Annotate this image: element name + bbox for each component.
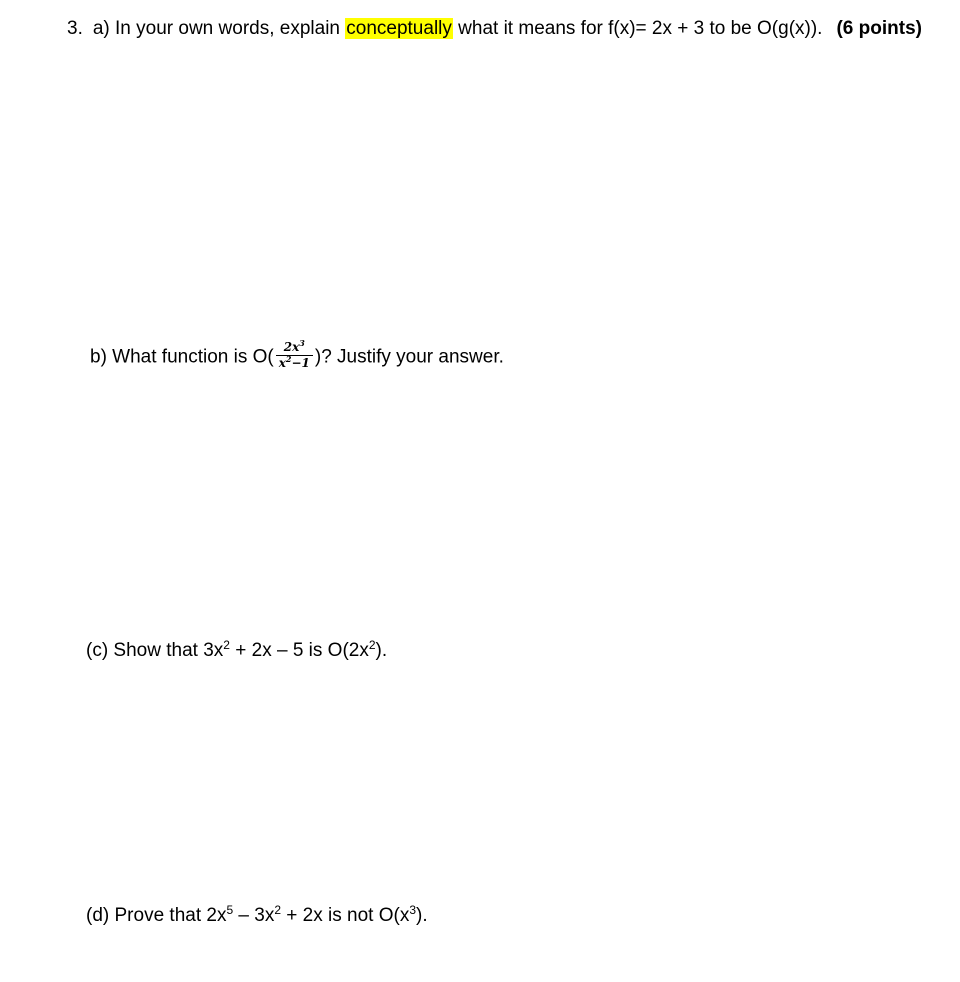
highlighted-word: conceptually <box>346 18 452 39</box>
question-c-prefix: (c) Show that 3x <box>86 640 224 661</box>
question-number: 3. <box>67 18 83 39</box>
fraction-numerator: $2x^3$ <box>276 341 313 356</box>
fraction <box>276 338 313 370</box>
question-d-prefix: (d) Prove that 2x <box>86 905 227 926</box>
question-c-suffix: ). <box>375 640 388 661</box>
question-c: (c) Show that $3x^2 + 2x - 5$ is $O(2x^2)$. <box>86 638 388 661</box>
fraction-denominator: $x^2-1$ <box>278 354 310 370</box>
question-d-suffix: ). <box>416 905 428 926</box>
points-label: (6 points) <box>836 18 922 39</box>
question-d: (d) Prove that $2x^5 - 3x^2 + 2x$ is not $O(x^3)$. <box>86 903 428 926</box>
question-a-prefix: a) In your own words, explain <box>92 18 346 39</box>
question-d-middle1: – 3x <box>233 905 275 926</box>
question-a <box>67 17 922 41</box>
question-b <box>90 338 504 372</box>
question-b-suffix: )? Justify your answer. <box>314 346 504 368</box>
question-c-middle: + 2x – 5 is O(2x <box>229 640 369 661</box>
question-d-middle2: + 2x is not O(x <box>281 905 410 926</box>
question-a-suffix: what it means for f(x)= 2x + 3 to be O(g(x)). <box>452 18 823 39</box>
question-b-prefix: b) What function is O( <box>90 346 274 368</box>
